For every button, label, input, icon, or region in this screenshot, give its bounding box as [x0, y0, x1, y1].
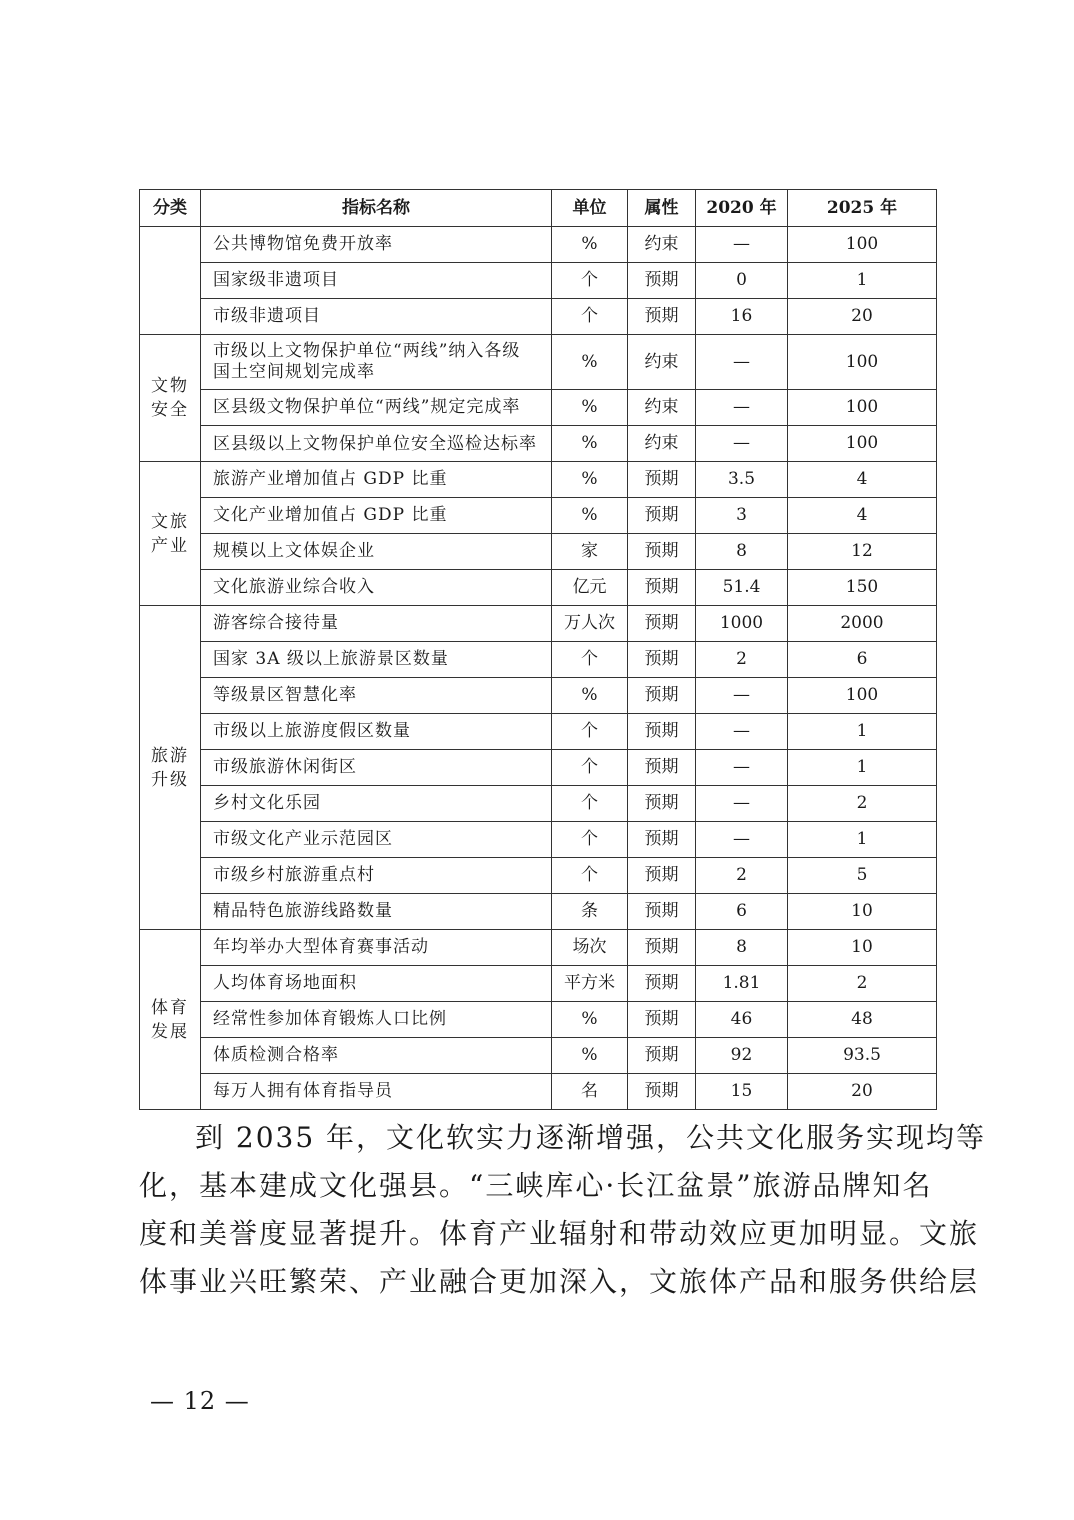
attribute-cell: 预期 — [628, 263, 696, 299]
indicator-name: 年均举办大型体育赛事活动 — [201, 930, 552, 966]
value-2025: 2000 — [788, 606, 937, 642]
value-2020: 51.4 — [696, 570, 788, 606]
indicator-name: 旅游产业增加值占 GDP 比重 — [201, 462, 552, 498]
indicator-name: 公共博物馆免费开放率 — [201, 227, 552, 263]
value-2025: 2 — [788, 966, 937, 1002]
table-row — [140, 822, 937, 858]
category-line: 升级 — [151, 769, 189, 790]
attribute-cell: 预期 — [628, 750, 696, 786]
unit-cell: 个 — [552, 299, 628, 335]
header-unit: 单位 — [552, 190, 628, 227]
unit-cell: 个 — [552, 642, 628, 678]
unit-cell: % — [552, 390, 628, 426]
indicator-name: 规模以上文体娱企业 — [201, 534, 552, 570]
table-row — [140, 1002, 937, 1038]
value-2020: — — [696, 714, 788, 750]
indicator-name: 国家 3A 级以上旅游景区数量 — [201, 642, 552, 678]
attribute-cell: 约束 — [628, 426, 696, 462]
indicator-name — [201, 426, 552, 462]
unit-cell: 条 — [552, 894, 628, 930]
header-indicator-name: 指标名称 — [201, 190, 552, 227]
category-cell — [140, 462, 201, 606]
indicator-name-line: 市级以上文物保护单位“两线”纳入各级 — [213, 341, 521, 361]
value-2025: 20 — [788, 1074, 937, 1110]
attribute-cell: 预期 — [628, 642, 696, 678]
indicator-name: 市级非遗项目 — [201, 299, 552, 335]
table-row — [140, 335, 937, 390]
attribute-cell: 预期 — [628, 858, 696, 894]
value-2025: 100 — [788, 678, 937, 714]
value-2020: — — [696, 678, 788, 714]
indicator-name-line: 国土空间规划完成率 — [213, 362, 375, 382]
attribute-cell: 预期 — [628, 786, 696, 822]
attribute-cell: 约束 — [628, 335, 696, 390]
value-2020: 2 — [696, 858, 788, 894]
category-line: 旅游 — [151, 745, 189, 766]
indicator-name: 每万人拥有体育指导员 — [201, 1074, 552, 1110]
unit-cell: 个 — [552, 750, 628, 786]
indicator-name — [201, 335, 552, 390]
header-2020: 2020 年 — [696, 190, 788, 227]
value-2025: 93.5 — [788, 1038, 937, 1074]
value-2025: 100 — [788, 335, 937, 390]
indicator-name: 游客综合接待量 — [201, 606, 552, 642]
unit-cell: 场次 — [552, 930, 628, 966]
category-line: 文物 — [151, 376, 189, 396]
paragraph-line: 化，基本建成文化强县。“三峡库心·长江盆景”旅游品牌知名 — [139, 1169, 933, 1202]
value-2020: — — [696, 750, 788, 786]
unit-cell: 个 — [552, 263, 628, 299]
category-line: 文旅 — [151, 511, 189, 532]
attribute-cell: 预期 — [628, 894, 696, 930]
indicator-name: 等级景区智慧化率 — [201, 678, 552, 714]
indicator-name-clipped: 区县级以上文物保护单位安全巡检达标率 — [213, 433, 537, 454]
table-row — [140, 894, 937, 930]
paragraph-line: 到 2035 年，文化软实力逐渐增强，公共文化服务实现均等 — [195, 1121, 987, 1154]
page-number: — 12 — — [150, 1387, 250, 1415]
unit-cell: 个 — [552, 822, 628, 858]
indicator-table — [139, 189, 937, 1110]
value-2025: 4 — [788, 462, 937, 498]
value-2025: 100 — [788, 390, 937, 426]
value-2020: — — [696, 786, 788, 822]
value-2020: 2 — [696, 642, 788, 678]
value-2020: 6 — [696, 894, 788, 930]
attribute-cell: 预期 — [628, 714, 696, 750]
value-2020: 8 — [696, 534, 788, 570]
header-attribute: 属性 — [628, 190, 696, 227]
table-row — [140, 498, 937, 534]
category-line: 发展 — [151, 1021, 189, 1042]
value-2020: — — [696, 227, 788, 263]
paragraph-line: 度和美誉度显著提升。体育产业辐射和带动效应更加明显。文旅 — [139, 1217, 980, 1250]
value-2025: 2 — [788, 786, 937, 822]
value-2025: 1 — [788, 750, 937, 786]
attribute-cell: 预期 — [628, 498, 696, 534]
indicator-name: 经常性参加体育锻炼人口比例 — [201, 1002, 552, 1038]
value-2025: 100 — [788, 426, 937, 462]
indicator-name: 体质检测合格率 — [201, 1038, 552, 1074]
attribute-cell: 预期 — [628, 1074, 696, 1110]
unit-cell: 亿元 — [552, 570, 628, 606]
attribute-cell: 预期 — [628, 534, 696, 570]
value-2025: 1 — [788, 263, 937, 299]
unit-cell: % — [552, 498, 628, 534]
attribute-cell: 约束 — [628, 390, 696, 426]
value-2020: 3 — [696, 498, 788, 534]
value-2020: — — [696, 822, 788, 858]
table-row — [140, 678, 937, 714]
table-row — [140, 570, 937, 606]
attribute-cell: 预期 — [628, 678, 696, 714]
value-2020: 1000 — [696, 606, 788, 642]
unit-cell: 平方米 — [552, 966, 628, 1002]
indicator-name: 市级以上旅游度假区数量 — [201, 714, 552, 750]
body-paragraph — [139, 1114, 987, 1306]
value-2025: 20 — [788, 299, 937, 335]
unit-cell: % — [552, 1038, 628, 1074]
category-line: 安全 — [151, 400, 189, 420]
attribute-cell: 预期 — [628, 1038, 696, 1074]
table-row — [140, 462, 937, 498]
table-row — [140, 299, 937, 335]
value-2025: 6 — [788, 642, 937, 678]
value-2020: — — [696, 390, 788, 426]
unit-cell: % — [552, 678, 628, 714]
header-2025: 2025 年 — [788, 190, 937, 227]
category-cell-empty — [140, 227, 201, 335]
value-2020: 1.81 — [696, 966, 788, 1002]
paragraph-line: 体事业兴旺繁荣、产业融合更加深入，文旅体产品和服务供给层 — [139, 1265, 980, 1298]
indicator-name: 精品特色旅游线路数量 — [201, 894, 552, 930]
indicator-name: 市级旅游休闲街区 — [201, 750, 552, 786]
value-2020: 16 — [696, 299, 788, 335]
table-row — [140, 606, 937, 642]
unit-cell: 万人次 — [552, 606, 628, 642]
attribute-cell: 预期 — [628, 299, 696, 335]
unit-cell: % — [552, 227, 628, 263]
unit-cell: 个 — [552, 858, 628, 894]
indicator-name: 国家级非遗项目 — [201, 263, 552, 299]
category-cell — [140, 335, 201, 462]
value-2020: — — [696, 335, 788, 390]
indicator-name: 市级乡村旅游重点村 — [201, 858, 552, 894]
unit-cell: 个 — [552, 714, 628, 750]
table-row — [140, 930, 937, 966]
category-cell — [140, 930, 201, 1110]
value-2025: 10 — [788, 894, 937, 930]
value-2020: 8 — [696, 930, 788, 966]
value-2025: 1 — [788, 714, 937, 750]
indicator-name: 乡村文化乐园 — [201, 786, 552, 822]
attribute-cell: 预期 — [628, 570, 696, 606]
table-row — [140, 642, 937, 678]
table-row — [140, 426, 937, 462]
attribute-cell: 预期 — [628, 966, 696, 1002]
attribute-cell: 预期 — [628, 462, 696, 498]
value-2025: 5 — [788, 858, 937, 894]
unit-cell: 个 — [552, 786, 628, 822]
table-row — [140, 263, 937, 299]
table-row — [140, 714, 937, 750]
value-2025: 10 — [788, 930, 937, 966]
value-2020: 3.5 — [696, 462, 788, 498]
value-2025: 4 — [788, 498, 937, 534]
value-2025: 150 — [788, 570, 937, 606]
indicator-name: 区县级文物保护单位“两线”规定完成率 — [201, 390, 552, 426]
table-row — [140, 390, 937, 426]
unit-cell: % — [552, 1002, 628, 1038]
attribute-cell: 约束 — [628, 227, 696, 263]
unit-cell: 家 — [552, 534, 628, 570]
value-2020: — — [696, 426, 788, 462]
value-2020: 15 — [696, 1074, 788, 1110]
value-2025: 48 — [788, 1002, 937, 1038]
table-row — [140, 786, 937, 822]
value-2020: 46 — [696, 1002, 788, 1038]
value-2025: 1 — [788, 822, 937, 858]
indicator-name: 人均体育场地面积 — [201, 966, 552, 1002]
attribute-cell: 预期 — [628, 606, 696, 642]
unit-cell: % — [552, 462, 628, 498]
attribute-cell: 预期 — [628, 1002, 696, 1038]
table-row — [140, 534, 937, 570]
unit-cell: % — [552, 426, 628, 462]
table-row — [140, 227, 937, 263]
table-row — [140, 750, 937, 786]
unit-cell: 名 — [552, 1074, 628, 1110]
value-2025: 100 — [788, 227, 937, 263]
table-row — [140, 1038, 937, 1074]
table-row — [140, 858, 937, 894]
value-2025: 12 — [788, 534, 937, 570]
category-cell — [140, 606, 201, 930]
indicator-name: 文化产业增加值占 GDP 比重 — [201, 498, 552, 534]
category-line: 产业 — [151, 535, 189, 556]
value-2020: 92 — [696, 1038, 788, 1074]
attribute-cell: 预期 — [628, 822, 696, 858]
value-2020: 0 — [696, 263, 788, 299]
table-row — [140, 966, 937, 1002]
table-row — [140, 1074, 937, 1110]
header-category: 分类 — [140, 190, 201, 227]
attribute-cell: 预期 — [628, 930, 696, 966]
indicator-name: 文化旅游业综合收入 — [201, 570, 552, 606]
unit-cell: % — [552, 335, 628, 390]
category-line: 体育 — [151, 997, 189, 1018]
table-header-row — [140, 190, 937, 227]
indicator-name: 市级文化产业示范园区 — [201, 822, 552, 858]
